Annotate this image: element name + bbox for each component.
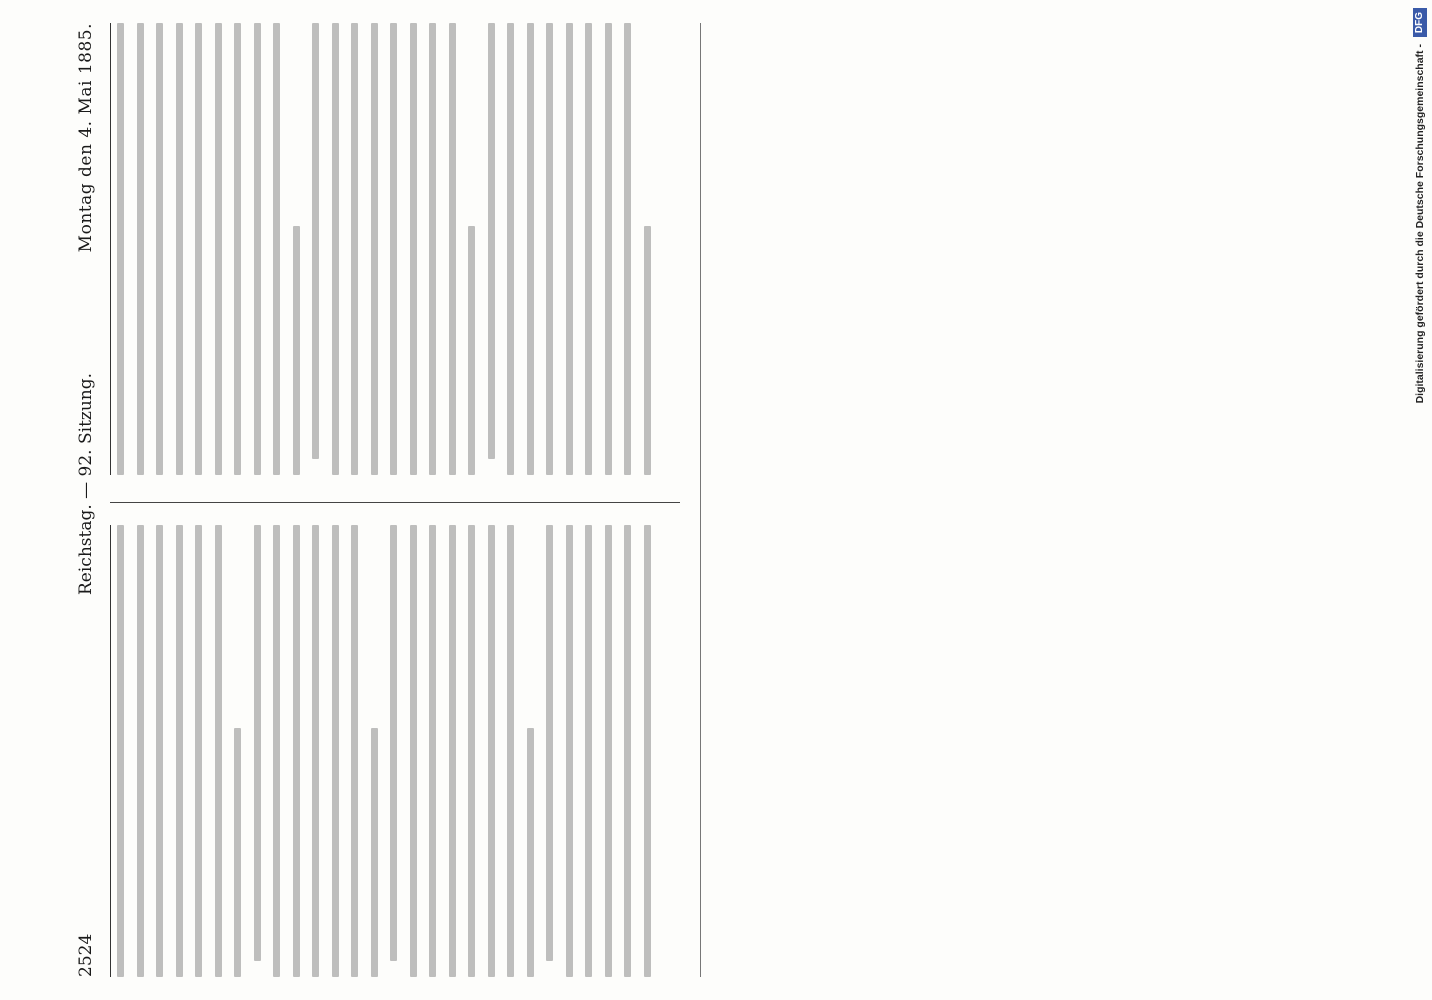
text-line-placeholder — [605, 23, 612, 475]
text-line-placeholder — [488, 23, 495, 459]
text-line-placeholder — [234, 23, 241, 475]
text-line-placeholder — [273, 525, 280, 977]
text-column-left — [110, 525, 677, 977]
text-line-placeholder — [605, 525, 612, 977]
text-line-placeholder — [312, 525, 319, 977]
text-line-placeholder — [527, 728, 534, 977]
text-line-placeholder — [234, 728, 241, 977]
text-line-placeholder — [468, 525, 475, 977]
running-head — [70, 15, 104, 985]
text-line-placeholder — [195, 23, 202, 475]
text-line-placeholder — [644, 525, 651, 977]
text-line-placeholder — [624, 525, 631, 977]
text-line-placeholder — [410, 23, 417, 475]
text-line-placeholder — [117, 23, 124, 475]
text-line-placeholder — [390, 525, 397, 961]
footer-rule — [700, 23, 701, 977]
text-line-placeholder — [254, 525, 261, 961]
text-line-placeholder — [585, 525, 592, 977]
text-line-placeholder — [371, 728, 378, 977]
text-line-placeholder — [273, 23, 280, 475]
text-line-placeholder — [546, 23, 553, 475]
text-line-placeholder — [429, 23, 436, 475]
text-line-placeholder — [507, 525, 514, 977]
text-line-placeholder — [156, 23, 163, 475]
date-heading: Montag den 4. Mai 1885. — [76, 23, 96, 253]
text-line-placeholder — [449, 525, 456, 977]
text-line-placeholder — [137, 23, 144, 475]
text-line-placeholder — [585, 23, 592, 475]
text-line-placeholder — [371, 23, 378, 475]
text-line-placeholder — [156, 525, 163, 977]
page-content — [70, 15, 1370, 985]
text-line-placeholder — [410, 525, 417, 977]
text-line-placeholder — [137, 525, 144, 977]
text-line-placeholder — [312, 23, 319, 459]
digitization-notice — [1410, 8, 1430, 988]
text-line-placeholder — [293, 226, 300, 475]
text-line-placeholder — [468, 226, 475, 475]
text-line-placeholder — [176, 525, 183, 977]
text-line-placeholder — [215, 23, 222, 475]
dfg-logo: DFG — [1413, 8, 1427, 37]
text-line-placeholder — [644, 226, 651, 475]
text-line-placeholder — [488, 525, 495, 977]
text-line-placeholder — [390, 23, 397, 475]
text-line-placeholder — [293, 525, 300, 977]
text-line-placeholder — [624, 23, 631, 475]
text-line-placeholder — [527, 23, 534, 475]
text-line-placeholder — [254, 23, 261, 475]
notice-text: Digitalisierung gefördert durch die Deutsche Forschungsgemeinschaft - — [1414, 44, 1426, 404]
text-line-placeholder — [546, 525, 553, 961]
text-line-placeholder — [429, 525, 436, 977]
session-heading: Reichstag. — 92. Sitzung. — [76, 372, 96, 595]
text-line-placeholder — [176, 23, 183, 475]
text-line-placeholder — [195, 525, 202, 977]
text-line-placeholder — [351, 23, 358, 475]
text-line-placeholder — [215, 525, 222, 977]
text-line-placeholder — [566, 525, 573, 977]
column-divider — [110, 502, 680, 503]
text-line-placeholder — [332, 525, 339, 977]
text-line-placeholder — [351, 525, 358, 977]
text-line-placeholder — [332, 23, 339, 475]
text-line-placeholder — [507, 23, 514, 475]
text-line-placeholder — [449, 23, 456, 475]
text-line-placeholder — [566, 23, 573, 475]
page-number: 2524 — [76, 933, 96, 977]
text-column-right — [110, 23, 677, 475]
text-line-placeholder — [117, 525, 124, 977]
